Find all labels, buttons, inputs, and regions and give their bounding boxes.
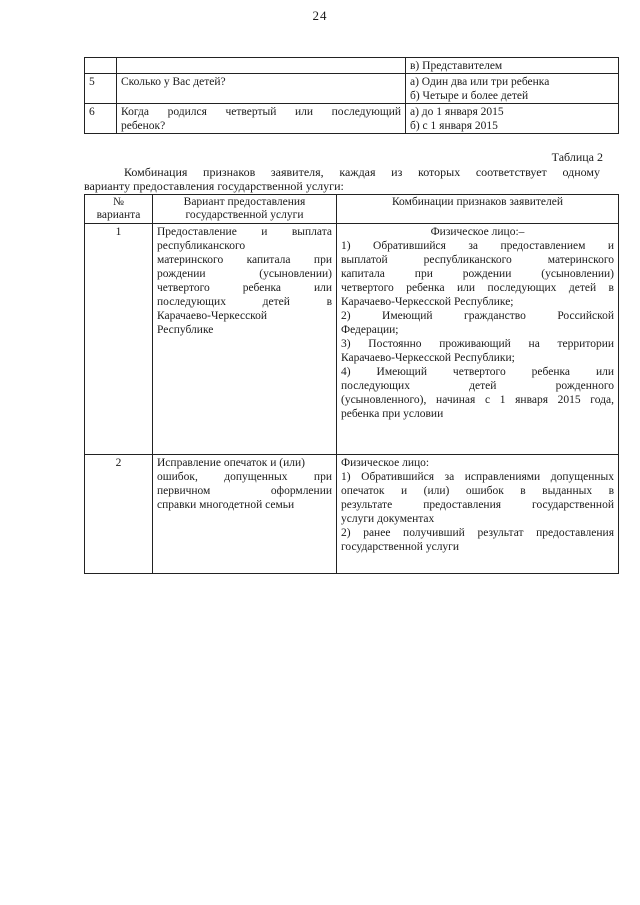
page-number: 24 <box>312 8 328 23</box>
table-row <box>85 58 619 74</box>
text-line: рождении (усыновлении) <box>157 268 332 280</box>
answer-option: а) Один два или три ребенка <box>410 76 550 88</box>
text-line: капитала при рождении (усыновлении) <box>341 268 614 280</box>
caption-line: Комбинация признаков заявителя, каждая из которых соответствует одному <box>124 165 600 179</box>
table-cell-answers <box>406 104 619 134</box>
text-line: (усыновленного), начиная с 1 января 2015 года, <box>341 394 614 406</box>
text-line: варианта <box>96 209 141 221</box>
text-line: результате предоставления государственной <box>341 499 614 511</box>
answer-option: б) Четыре и более детей <box>410 90 529 102</box>
answer-option: б) с 1 января 2015 <box>410 120 498 132</box>
text-line: государственной услуги <box>341 541 460 553</box>
text-line: 4) Имеющий четвертого ребенка или <box>341 366 614 378</box>
header-variant <box>153 195 337 224</box>
text-line: Республике <box>157 324 214 336</box>
table-caption <box>84 165 600 193</box>
text-line: 2) Имеющий гражданство Российской <box>341 310 614 322</box>
table-cell-combo <box>337 455 619 574</box>
text-line: ошибок, допущенных при <box>157 471 332 483</box>
text-line: Карачаево-Черкесской Республики; <box>341 352 515 364</box>
table-cell-question: Сколько у Вас детей? <box>117 74 406 104</box>
text-line: № <box>113 196 124 208</box>
text-line: первичном оформлении <box>157 485 332 497</box>
text-line: Карачаево-Черкесской <box>157 310 268 322</box>
text-line: государственной услуги <box>185 209 304 221</box>
combo-title: Физическое лицо:– <box>430 226 525 238</box>
table-row <box>85 224 619 455</box>
text-line: республиканского <box>157 240 246 252</box>
table-cell-variant <box>153 224 337 455</box>
table-cell-num: 5 <box>85 74 117 104</box>
table-cell-question <box>117 58 406 74</box>
text-line: последующих детей рожденного <box>341 380 614 392</box>
caption-line: варианту предоставления государственной услуги: <box>84 179 344 193</box>
text-line: опечаток и (или) ошибок в выданных в <box>341 485 614 497</box>
text-line: выплатой республиканского материнского <box>341 254 614 266</box>
text-line: Предоставление и выплата <box>157 226 332 238</box>
answer-option: в) Представителем <box>410 60 503 72</box>
header-num <box>85 195 153 224</box>
table-row <box>85 104 619 134</box>
table-cell-answers <box>406 74 619 104</box>
text-line: четвертого ребенка или <box>157 282 332 294</box>
text-line: Вариант предоставления <box>183 196 306 208</box>
text-line: последующих детей в <box>157 296 332 308</box>
table-cell-num: 6 <box>85 104 117 134</box>
text-line: Исправление опечаток и (или) <box>157 457 305 469</box>
text-line: услуги документах <box>341 513 435 525</box>
text-line: ребенка при условии <box>341 408 444 420</box>
table-row <box>85 74 619 104</box>
text-line: Федерации; <box>341 324 399 336</box>
text-line: Карачаево-Черкесской Республике; <box>341 296 514 308</box>
combo-title: Физическое лицо: <box>341 457 430 469</box>
table-row <box>85 455 619 574</box>
table-cell-answers <box>406 58 619 74</box>
questions-table <box>84 57 619 134</box>
text-line: 1) Обратившийся за предоставлением и <box>341 240 614 252</box>
table-cell-question <box>117 104 406 134</box>
table-cell-variant <box>153 455 337 574</box>
question-line: Когда родился четвертый или последующий <box>121 106 401 118</box>
text-line: четвертого ребенка или последующих детей в <box>341 282 614 294</box>
text-line: 1) Обратившийся за исправлениями допущенных <box>341 471 614 483</box>
variants-table <box>84 194 619 574</box>
table-cell-combo <box>337 224 619 455</box>
text-line: справки многодетной семьи <box>157 499 295 511</box>
question-line: ребенок? <box>121 120 166 132</box>
table-label: Таблица 2 <box>551 150 603 164</box>
table-header-row <box>85 195 619 224</box>
text-line: 2) ранее получивший результат предоставления <box>341 527 614 539</box>
text-line: 3) Постоянно проживающий на территории <box>341 338 614 350</box>
header-combo: Комбинации признаков заявителей <box>337 195 619 224</box>
text-line: материнского капитала при <box>157 254 332 266</box>
table-cell-num: 1 <box>85 224 153 455</box>
table-cell-num: 2 <box>85 455 153 574</box>
table-cell-num <box>85 58 117 74</box>
answer-option: а) до 1 января 2015 <box>410 106 504 118</box>
